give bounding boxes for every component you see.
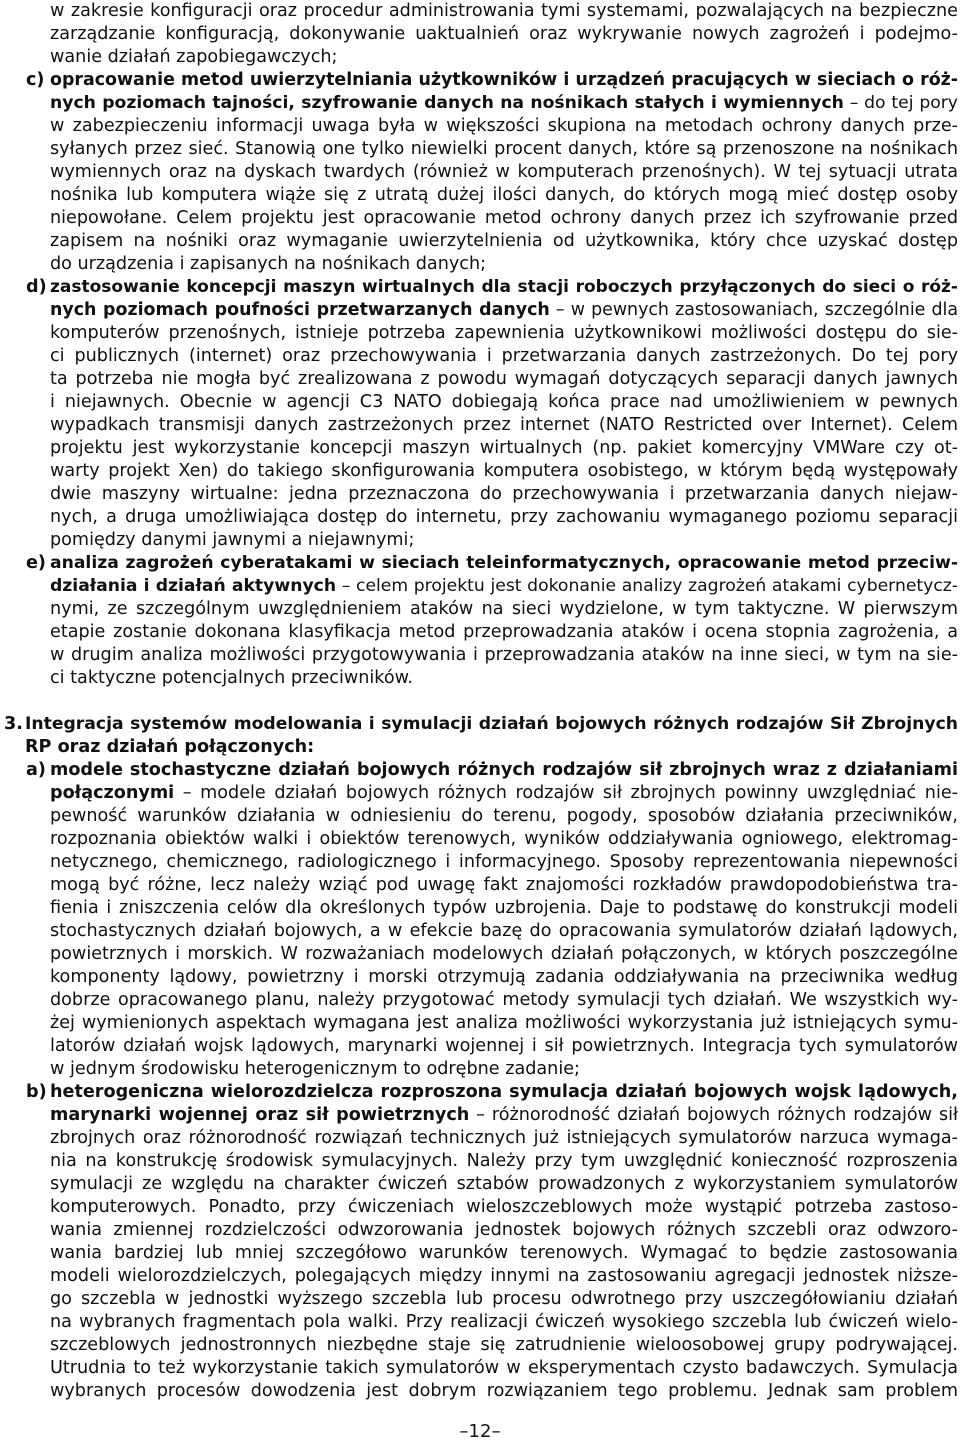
text-line: w zakresie konfiguracji oraz procedur administrowania tymi systemami, pozwalających na bezpieczne <box>50 1 958 21</box>
text-line: żej wymienionych aspektach wymagana jest analiza możliwości wykorzystania już istniejących symu- <box>50 1013 958 1033</box>
item-heading-end: nych poziomach tajności, szyfrowanie danych na nośnikach stałych i wymiennych <box>50 93 844 113</box>
text-line: nia na konstrukcję środowisk symulacyjnych. Należy przy tym uwzględnić konieczność rozproszenia <box>50 1151 958 1171</box>
text-line: wybranych procesów dowodzenia jest dobrym rozwiązaniem tego problemu. Jednak sam problem <box>50 1381 958 1401</box>
text-line: wania zmiennej rozdzielczości odwzorowania jednostek bojowych różnych szczebli oraz odwzoro- <box>50 1220 958 1240</box>
item-marker: d) <box>26 277 47 297</box>
item-text-start: – w pewnych zastosowaniach, szczególnie dla <box>549 300 959 320</box>
text-line: go szczebla w jednostki wyższego szczebla lub procesu odwrotnego przy uszczegółowianiu działań <box>50 1289 958 1309</box>
text-line: stochastycznych działań bojowych, a w efekcie bazę do opracowania symulatorów działań lądowych, <box>50 921 958 941</box>
text-line: komputerów przenośnych, istnieje potrzeba zapewnienia użytkownikowi możliwości dostępu do sie- <box>50 323 958 343</box>
item-heading-end: działania i działań aktywnych <box>50 576 337 596</box>
item-text-start: – do tej pory <box>843 93 958 113</box>
text-line: nośnika lub komputera wiąże się z utratą dużej ilości danych, do których mogą mieć dostęp osoby <box>50 185 958 205</box>
section-heading: Integracja systemów modelowania i symulacji działań bojowych różnych rodzajów Sił Zbrojnych <box>25 714 958 734</box>
item-text-start: – modele działań bojowych różnych rodzajów sił zbrojnych powinny uwzględniać nie- <box>174 783 958 803</box>
item-marker: a) <box>26 760 46 780</box>
text-line: mogą być różne, lecz należy wziąć pod uwagę fakt znajomości rozkładów prawdopodobieństwa tra- <box>50 875 958 895</box>
text-line: fienia i zniszczenia celów dla określonych typów uzbrojenia. Daje to podstawę do konstrukcji modeli <box>50 898 958 918</box>
text-line: latorów działań wojsk lądowych, marynarki wojennej i sił powietrznych. Integracja tych symulatorów <box>50 1036 958 1056</box>
item-heading-line <box>50 575 958 598</box>
item-marker: c) <box>26 70 45 90</box>
text-line: ci taktyczne potencjalnych przeciwników. <box>50 668 413 688</box>
section-heading: RP oraz działań połączonych: <box>25 737 315 757</box>
text-line: nych, a druga umożliwiająca dostęp do internetu, przy zachowaniu wymaganego poziomu separacji <box>50 507 958 527</box>
text-line: warty projekt Xen) do takiego skonfigurowania komputera osobistego, w którym będą występowały <box>50 461 958 481</box>
text-line: zarządzanie konfiguracją, dokonywanie uaktualnień oraz wykrywanie nowych zagrożeń i podejmo- <box>50 24 958 44</box>
item-text-start: – różnorodność działań bojowych różnych rodzajów sił <box>469 1105 958 1125</box>
text-line: ta potrzeba nie mogła być zrealizowana z powodu wymagań dotyczących separacji danych jawnych <box>50 369 958 389</box>
item-heading-line <box>50 1104 958 1127</box>
text-line: w zabezpieczeniu informacji uwaga była w większości skupiona na metodach ochrony danych prze- <box>50 116 958 136</box>
text-line: rozpoznania obiektów walki i obiektów terenowych, wyników oddziaływania ogniowego, elektromag- <box>50 829 958 849</box>
item-heading-line <box>50 299 958 322</box>
text-line: netycznego, chemicznego, radiologicznego i informacyjnego. Sposoby reprezentowania niepewności <box>50 852 958 872</box>
text-line: i niejawnych. Obecnie w agencji C3 NATO dobiegają końca prace nad umożliwieniem w pewnych <box>50 392 958 412</box>
text-line: ci publicznych (internet) oraz przechowywania i przetwarzania danych zastrzeżonych. Do tej pory <box>50 346 958 366</box>
text-line: dwie maszyny wirtualne: jedna przeznaczona do przechowywania i przetwarzania danych niejaw- <box>50 484 958 504</box>
item-heading-end: marynarki wojennej oraz sił powietrznych <box>50 1105 470 1125</box>
text-line: wania bardziej lub mniej szczegółowo warunków terenowych. Wymagać to będzie zastosowania <box>50 1243 958 1263</box>
text-line: komputerowych. Ponadto, przy ćwiczeniach wieloszczeblowych może wystąpić potrzeba zastoso- <box>50 1197 958 1217</box>
text-line: dobrze opracowanego planu, należy przygotować metody symulacji tych działań. We wszystkich wy- <box>50 990 958 1010</box>
item-marker: b) <box>26 1082 47 1102</box>
text-line: syłanych przez sieć. Stanowią one tylko niewielki procent danych, które są przenoszone na nośnikach <box>50 139 958 159</box>
text-line: symulacji ze względu na charakter ćwiczeń sztabów prowadzonych z wykorzystaniem symulatorów <box>50 1174 958 1194</box>
text-line: w jednym środowisku heterogenicznym to odrębne zadanie; <box>50 1059 580 1079</box>
text-line: modeli wielorozdzielczych, polegających między innymi na zastosowaniu agregacji jednostek niższe- <box>50 1266 958 1286</box>
text-line: pewność warunków działania w odniesieniu do terenu, pogody, sposobów działania przeciwników, <box>50 806 958 826</box>
text-line: pomiędzy danymi jawnymi a niejawnymi; <box>50 530 415 550</box>
section-number: 3. <box>4 714 23 734</box>
item-heading: heterogeniczna wielorozdzielcza rozproszona symulacja działań bojowych wojsk lądowych, <box>50 1082 958 1102</box>
item-heading-end: nych poziomach poufności przetwarzanych danych <box>50 300 550 320</box>
item-marker: e) <box>26 553 46 573</box>
item-text-start: – celem projektu jest dokonanie analizy zagrożeń atakami cybernetycz- <box>336 576 958 596</box>
item-heading-line <box>50 782 958 805</box>
text-line: powietrznych i morskich. W rozważaniach modelowych działań połączonych, w których poszczególne <box>50 944 958 964</box>
text-line: nymi, ze szczególnym uwzględnieniem ataków na sieci wydzielone, w tym taktyczne. W pierwszym <box>50 599 958 619</box>
text-line: zapisem na nośniki oraz wymaganie uwierzytelnienia od użytkownika, który chce uzyskać dostęp <box>50 231 958 251</box>
text-line: Utrudnia to też wykorzystanie takich symulatorów w eksperymentach czysto badawczych. Symulacja <box>50 1358 958 1378</box>
text-line: na wybranych fragmentach pola walki. Przy realizacji ćwiczeń wysokiego szczebla lub ćwiczeń wielo- <box>50 1312 958 1332</box>
item-heading: opracowanie metod uwierzytelniania użytkowników i urządzeń pracujących w sieciach o róż- <box>50 70 958 90</box>
text-line: projektu jest wykorzystanie koncepcji maszyn wirtualnych (np. pakiet komercyjny VMWare czy ot- <box>50 438 958 458</box>
text-line: zbrojnych oraz różnorodność rozwiązań technicznych już istniejących symulatorów narzuca wymaga- <box>50 1128 958 1148</box>
item-heading-line <box>50 92 958 115</box>
text-line: wanie działań zapobiegawczych; <box>50 47 338 67</box>
text-line: do urządzenia i zapisanych na nośnikach danych; <box>50 254 487 274</box>
text-line: w drugim analiza możliwości przygotowywania i przeprowadzania ataków na inne sieci, w tym na sie- <box>50 645 958 665</box>
text-line: szczeblowych jednostronnych niezbędne staje się zatrudnienie wieloosobowej grupy podrywającej. <box>50 1335 958 1355</box>
text-line: niepowołane. Celem projektu jest opracowanie metod ochrony danych przez ich szyfrowanie przed <box>50 208 958 228</box>
item-heading: zastosowanie koncepcji maszyn wirtualnych dla stacji roboczych przyłączonych do sieci o róż- <box>50 277 958 297</box>
item-heading: analiza zagrożeń cyberatakami w sieciach teleinformatycznych, opracowanie metod przeciw- <box>50 553 958 573</box>
item-heading: modele stochastyczne działań bojowych różnych rodzajów sił zbrojnych wraz z działaniami <box>50 760 958 780</box>
text-line: wymiennych oraz na dyskach twardych (również w komputerach przenośnych). W tej sytuacji utrata <box>50 162 958 182</box>
text-line: etapie zostanie dokonana klasyfikacja metod przeprowadzania ataków i ocena stopnia zagrożenia, a <box>50 622 958 642</box>
text-line: wypadkach transmisji danych zastrzeżonych przez internet (NATO Restricted over Internet). Celem <box>50 415 958 435</box>
text-line: komponenty lądowy, powietrzny i morski otrzymują zadania oddziaływania na przeciwnika według <box>50 967 958 987</box>
page-number: –12– <box>459 1421 501 1442</box>
item-heading-end: połączonymi <box>50 783 175 803</box>
